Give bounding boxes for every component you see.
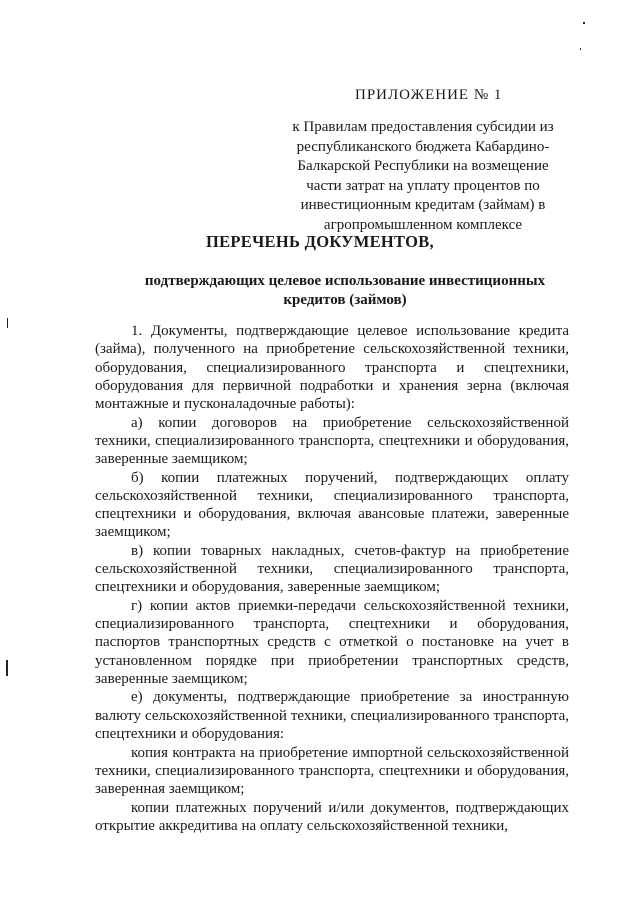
paragraph-v: в) копии товарных накладных, счетов-фактур на приобретение сельскохозяйственной техники, специализированного транспорта, спецтехники и оборудования, заверенные заемщиком; [95,542,569,596]
scan-mark-dot-right-2 [580,48,581,50]
document-body [95,322,569,835]
scan-mark-top [7,318,8,328]
paragraph-a: а) копии договоров на приобретение сельскохозяйственной техники, специализированного транспорта, спецтехники и оборудования, заверенные заемщиком; [95,414,569,468]
paragraph-payments: копии платежных поручений и/или документов, подтверждающих открытие аккредитива на оплату сельскохозяйственной техники, [95,799,569,834]
paragraph-b: б) копии платежных поручений, подтверждающих оплату сельскохозяйственной техники, специализированного транспорта, спецтехники и оборудования, включая авансовые платежи, заверенные заемщиком; [95,469,569,541]
paragraph-contract: копия контракта на приобретение импортной сельскохозяйственной техники, специализированного транспорта, спецтехники и оборудования, заверенная заемщиком; [95,744,569,798]
paragraph-1: 1. Документы, подтверждающие целевое использование кредита (займа), полученного на приобретение сельскохозяйственной техники, оборудования, специализированного транспорта и спецтехники, оборудования для первичной подработки и хранения зерна (включая монтажные и пусконаладочные работы): [95,323,569,412]
appendix-title: ПРИЛОЖЕНИЕ № 1 [355,87,503,103]
document-title: ПЕРЕЧЕНЬ ДОКУМЕНТОВ, [205,232,434,251]
scan-mark-dot-right [583,22,585,24]
paragraph-e: е) документы, подтверждающие приобретение за иностранную валюту сельскохозяйственной техники, специализированного транспорта, спецтехники и оборудования: [95,689,569,742]
appendix-subtitle: к Правилам предоставления субсидии из республиканского бюджета Кабардино-Балкарской Республики на возмещение части затрат на уплату процентов по инвестиционным кредитам (займам) в агропромышленном комплексе [292,119,554,233]
scan-mark-left [6,660,8,676]
document-subtitle: подтверждающих целевое использование инвестиционных кредитов (займов) [144,273,546,308]
paragraph-g: г) копии актов приемки-передачи сельскохозяйственной техники, специализированного транспорта, спецтехники и оборудования, паспортов транспортных средств с отметкой о постановке на учет в установленном порядке при приобретении транспортных средств, заверенные заемщиком; [95,597,569,687]
